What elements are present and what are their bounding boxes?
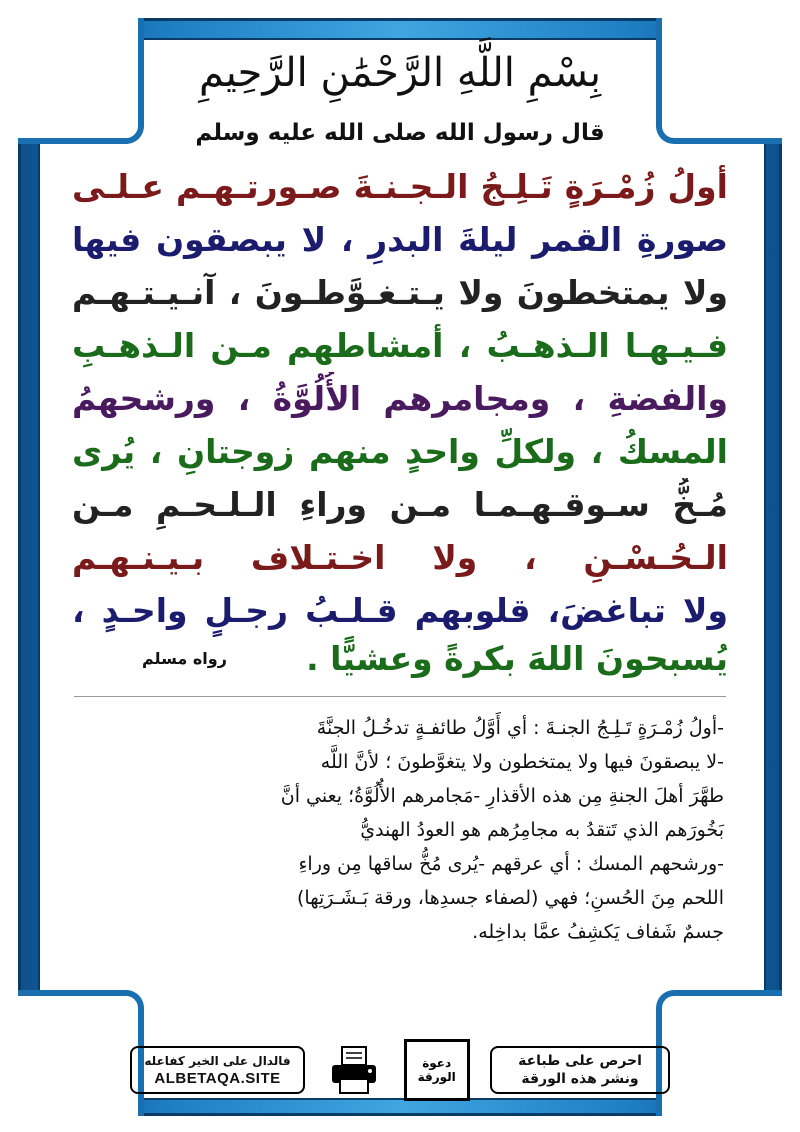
document-content <box>50 30 750 949</box>
website-link[interactable]: ALBETAQA.SITE <box>154 1070 281 1087</box>
print-request-line2: ونشر هذه الورقة <box>521 1071 639 1087</box>
hadith-line: فـيـهـا الـذهـبُ ، أمشاطهم مـن الـذهـبِ <box>72 326 728 365</box>
footer-bar <box>130 1040 670 1100</box>
note-line: طهَّرَ أهلَ الجنةِ مِن هذه الأقذارِ -مَجامرهم الأُلُوَّةُ؛ يعني أنَّ <box>280 785 724 807</box>
print-request-box <box>490 1046 670 1094</box>
hadith-intro: قال رسول الله صلى الله عليه وسلم <box>195 120 605 146</box>
explanation-notes <box>76 711 724 949</box>
hadith-text <box>72 160 728 637</box>
note-line: اللحم مِنَ الحُسنِ؛ فهي (لصفاء جسدِها، ورقة بَـشَـرَتِها) <box>297 887 724 909</box>
hadith-last-line: يُسبحونَ اللهَ بكرةً وعشيًّا . <box>306 639 728 678</box>
note-line: بَخُورَهم الذي تَتقدُ به مجامِرُهم هو العودُ الهنديُّ <box>360 819 724 841</box>
printer-icon <box>325 1042 383 1098</box>
hadith-last-row <box>72 639 728 678</box>
print-request-line1: احرص على طباعة <box>518 1053 642 1069</box>
frame-corner-bottom-left <box>18 990 144 1116</box>
proverb-text: فالدال على الخير كفاعله <box>144 1054 291 1068</box>
hadith-line: ولا يمتخطونَ ولا يـتـغـوَّطـونَ ، آنـيـتـهـم <box>72 273 728 312</box>
hadith-line: صورةِ القمر ليلةَ البدرِ ، لا يبصقون فيها <box>72 220 728 259</box>
website-box <box>130 1046 305 1094</box>
basmala-calligraphy: بِسْمِ اللَّهِ الرَّحْمَٰنِ الرَّحِيمِ <box>198 50 602 96</box>
hadith-line: الـحُـسْـنِ ، ولا اخـتـلاف بـيـنـهـم <box>72 538 728 577</box>
note-line: -أولُ زُمْـرَةٍ تَـلِـجُ الجنـةَ : أي أَوَّلُ طائفـةٍ تدخُـلُ الجنَّةَ <box>316 717 724 739</box>
section-divider <box>74 696 726 697</box>
hadith-line: مُـخُّ سـوقـهـمـا مـن وراءِ الـلـحـمِ مـن <box>72 485 728 524</box>
brand-logo <box>404 1039 470 1101</box>
hadith-line: أولُ زُمْـرَةٍ تَـلِـجُ الـجـنـةَ صـورتـهـم عـلـى <box>72 167 728 206</box>
frame-corner-bottom-right <box>656 990 782 1116</box>
note-line: -لا يبصقونَ فيها ولا يمتخطون ولا يتغوَّطونَ ؛ لأنَّ اللَّه <box>320 751 724 773</box>
logo-text: دعوة الورقة <box>417 1056 456 1084</box>
hadith-line: والفضةِ ، ومجامرهم الأُلُوَّةُ ، ورشحهمُ <box>72 379 728 418</box>
note-line: جسمٌ شَفاف يَكشِفُ عمَّا بداخِله. <box>472 921 724 943</box>
hadith-line: المسكُ ، ولكلِّ واحدٍ منهم زوجتانِ ، يُرى <box>72 432 728 471</box>
narrator-label: رواه مسلم <box>142 649 227 668</box>
note-line: -ورشحهم المسك : أي عرقهم -يُرى مُخُّ ساقها مِن وراءِ <box>298 853 724 875</box>
hadith-line: ولا تباغضَ، قلوبهم قـلـبُ رجـلٍ واحـدٍ ، <box>72 591 728 630</box>
